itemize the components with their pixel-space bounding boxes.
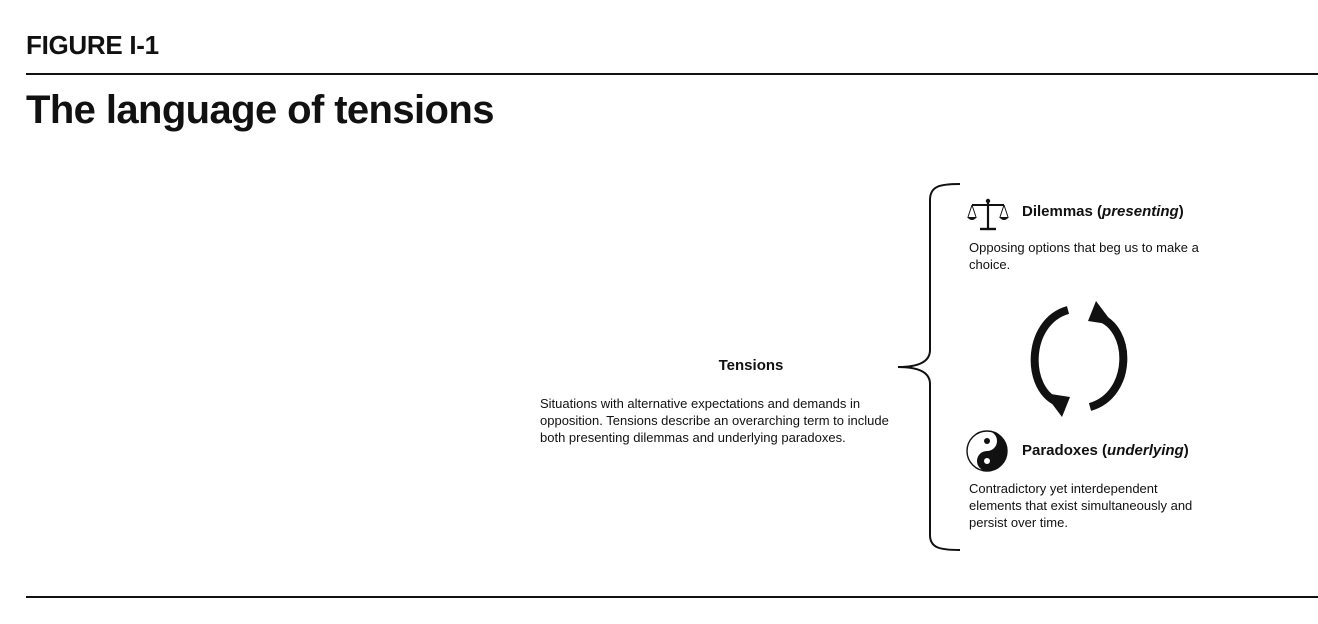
- dilemmas-description: Opposing options that beg us to make a choice.: [969, 240, 1199, 272]
- dilemmas-heading-emphasis: presenting: [1102, 203, 1179, 220]
- yin-yang-icon: [967, 431, 1007, 471]
- tensions-description: Situations with alternative expectations and demands in opposition. Tensions describe an overarching term to include both presenting dilemmas and underlying paradoxes.: [540, 396, 889, 445]
- bottom-rule: [26, 596, 1318, 598]
- dilemmas-heading-main: Dilemmas (: [1022, 203, 1103, 220]
- paradoxes-heading-emphasis: underlying: [1107, 442, 1184, 459]
- dilemmas-heading-close: ): [1178, 203, 1184, 220]
- paradoxes-heading: [1022, 442, 1189, 459]
- tensions-heading: Tensions: [718, 357, 784, 374]
- paradoxes-heading-close: ): [1183, 442, 1189, 459]
- curly-brace: [898, 184, 960, 550]
- figure-title: The language of tensions: [26, 88, 494, 132]
- paradoxes-description: Contradictory yet interdependent elements that exist simultaneously and persist over time.: [969, 481, 1193, 530]
- figure-label: FIGURE I-1: [26, 30, 159, 60]
- dilemmas-heading: [1022, 203, 1184, 220]
- scales-icon: [967, 199, 1009, 229]
- cycle-arrows-icon: [1035, 301, 1124, 417]
- paradoxes-heading-main: Paradoxes (: [1022, 442, 1108, 459]
